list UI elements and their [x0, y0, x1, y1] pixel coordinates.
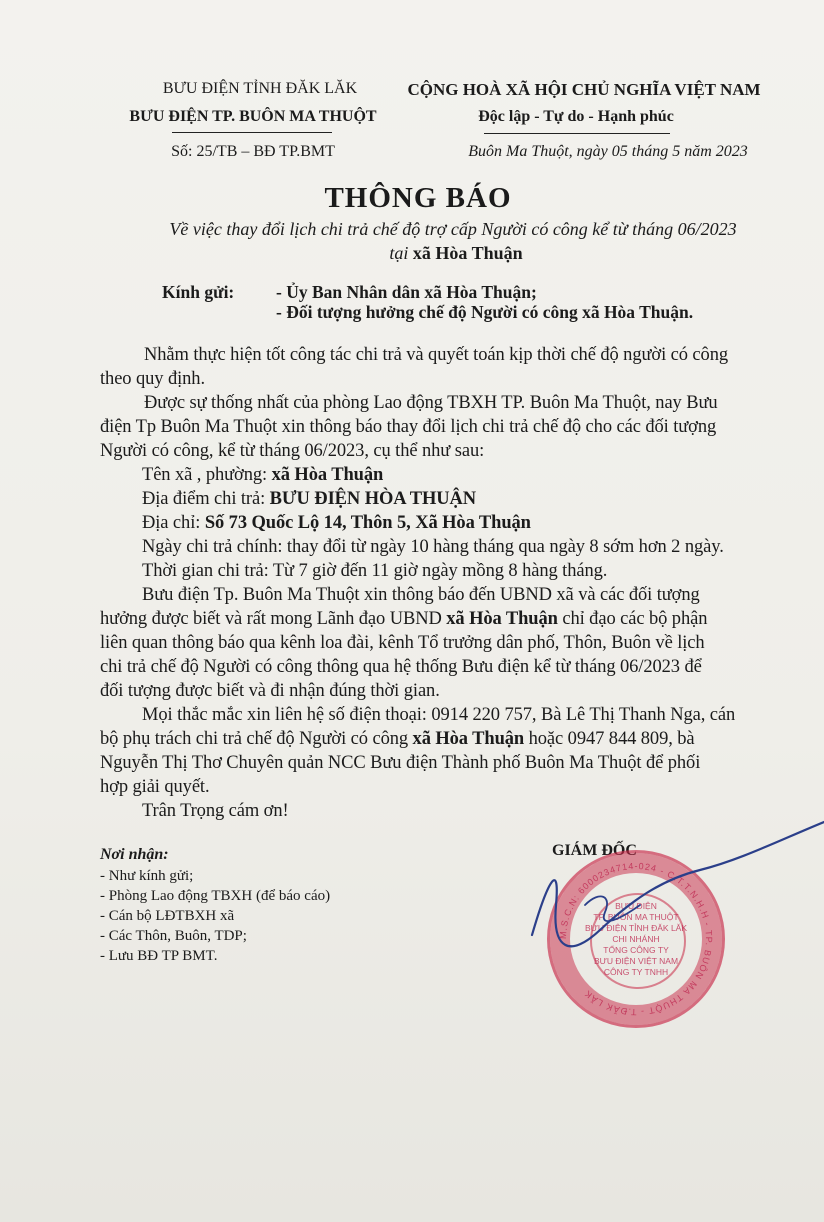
paragraph-line: liên quan thông báo qua kênh loa đài, kênh Tổ trưởng dân phố, Thôn, Buôn về lịch [100, 633, 705, 653]
national-title: CỘNG HOÀ XÃ HỘI CHỦ NGHĨA VIỆT NAM [407, 80, 761, 99]
recipient-item: - Đối tượng hưởng chế độ Người có công xã Hòa Thuận. [276, 302, 694, 322]
footer-recipients-label: Nơi nhận: [100, 846, 169, 863]
recipients-label: Kính gửi: [162, 282, 235, 302]
paragraph-line [100, 609, 707, 630]
address-line [142, 513, 531, 534]
recipient-item: - Ủy Ban Nhân dân xã Hòa Thuận; [276, 282, 537, 302]
official-stamp [547, 850, 725, 1028]
agency-underline [172, 132, 332, 133]
footer-recipient-item: - Lưu BĐ TP BMT. [100, 948, 218, 964]
svg-text:M.S.C.N: 6000234714-024 - C.T. [558, 861, 714, 1017]
paragraph-line: Người có công, kể từ tháng 06/2023, cụ thể như sau: [100, 441, 485, 461]
subtitle-prefix: tại [389, 243, 409, 263]
location-line [142, 489, 476, 510]
ward-name-inline: xã Hòa Thuận [412, 729, 525, 749]
footer-recipient-item: - Cán bộ LĐTBXH xã [100, 908, 235, 924]
location-value: BƯU ĐIỆN HÒA THUẬN [269, 489, 477, 509]
paragraph-line: Nhằm thực hiện tốt công tác chi trả và quyết toán kịp thời chế độ người có công [144, 345, 728, 365]
footer-recipient-item: - Phòng Lao động TBXH (để báo cáo) [100, 888, 331, 904]
document-title: THÔNG BÁO [324, 182, 512, 214]
text-run: hoặc 0947 844 809, bà [524, 729, 695, 749]
main-payment-day: Ngày chi trả chính: thay đổi từ ngày 10 hàng tháng qua ngày 8 sớm hơn 2 ngày. [142, 537, 724, 557]
agency-parent: BƯU ĐIỆN TỈNH ĐĂK LĂK [162, 80, 358, 97]
paragraph-line: theo quy định. [100, 369, 205, 389]
national-motto: Độc lập - Tự do - Hạnh phúc [478, 108, 674, 125]
stamp-line: BƯU ĐIỆN TỈNH ĐĂK LĂK [584, 923, 688, 933]
agency-name: BƯU ĐIỆN TP. BUÔN MA THUỘT [129, 108, 377, 125]
ward-label: Tên xã , phường: [142, 465, 272, 485]
document-number: Số: 25/TB – BĐ TP.BMT [171, 143, 335, 160]
closing-line: Trân Trọng cám ơn! [142, 801, 289, 821]
paragraph-line [100, 729, 695, 750]
subtitle-ward: xã Hòa Thuận [412, 243, 523, 263]
stamp-ring-label: M.S.C.N: 6000234714-024 - C.T.T.N.H.H - TP. BUÔN MA THUỘT - T.ĐĂK LĂK [557, 860, 715, 1018]
stamp-line: TP. BUÔN MA THUỘT [593, 912, 679, 922]
motto-underline [484, 133, 670, 134]
paragraph-line: Được sự thống nhất của phòng Lao động TBXH TP. Buôn Ma Thuột, nay Bưu [144, 393, 718, 413]
stamp-line: TỔNG CÔNG TY [603, 945, 669, 955]
document-subtitle: Về việc thay đổi lịch chi trả chế độ trợ cấp Người có công kể từ tháng 06/2023 [169, 219, 737, 239]
address-label: Địa chỉ: [142, 513, 205, 533]
paragraph-line: Bưu điện Tp. Buôn Ma Thuột xin thông báo đến UBND xã và các đối tượng [142, 585, 700, 605]
paragraph-line: đối tượng được biết và đi nhận đúng thời gian. [100, 681, 440, 701]
text-run: hưởng được biết và rất mong Lãnh đạo UBND [100, 609, 447, 629]
text-run: bộ phụ trách chi trả chế độ Người có công [100, 729, 413, 749]
payment-time: Thời gian chi trả: Từ 7 giờ đến 11 giờ ngày mồng 8 hàng tháng. [142, 561, 608, 581]
location-label: Địa điểm chi trả: [142, 489, 270, 509]
paragraph-line: hợp giải quyết. [100, 777, 210, 797]
stamp-line: CÔNG TY TNHH [603, 967, 669, 977]
document-subtitle-line2 [389, 243, 522, 264]
signature-title: GIÁM ĐỐC [552, 842, 637, 859]
footer-recipient-item: - Như kính gửi; [100, 868, 194, 884]
stamp-line: CHI NHÁNH [612, 934, 660, 944]
paragraph-line: Mọi thắc mắc xin liên hệ số điện thoại: 0914 220 757, Bà Lê Thị Thanh Nga, cán [142, 705, 736, 725]
stamp-line: BƯU ĐIỆN [615, 901, 657, 911]
stamp-ring-text [550, 853, 722, 1025]
paragraph-line: Nguyễn Thị Thơ Chuyên quản NCC Bưu điện Thành phố Buôn Ma Thuột để phối [100, 753, 701, 773]
ward-line [142, 465, 383, 486]
place-date: Buôn Ma Thuột, ngày 05 tháng 5 năm 2023 [468, 143, 748, 160]
ward-value: xã Hòa Thuận [271, 465, 384, 485]
stamp-line: BƯU ĐIỆN VIỆT NAM [593, 956, 679, 966]
footer-recipient-item: - Các Thôn, Buôn, TDP; [100, 928, 247, 944]
ward-name-inline: xã Hòa Thuận [446, 609, 558, 629]
paragraph-line: chi trả chế độ Người có công thông qua hệ thống Bưu điện kể từ tháng 06/2023 để [100, 657, 702, 677]
text-run: chỉ đạo các bộ phận [557, 609, 708, 629]
address-value: Số 73 Quốc Lộ 14, Thôn 5, Xã Hòa Thuận [204, 513, 531, 533]
paragraph-line: điện Tp Buôn Ma Thuột xin thông báo thay đổi lịch chi trả chế độ cho các đối tượng [100, 417, 717, 437]
